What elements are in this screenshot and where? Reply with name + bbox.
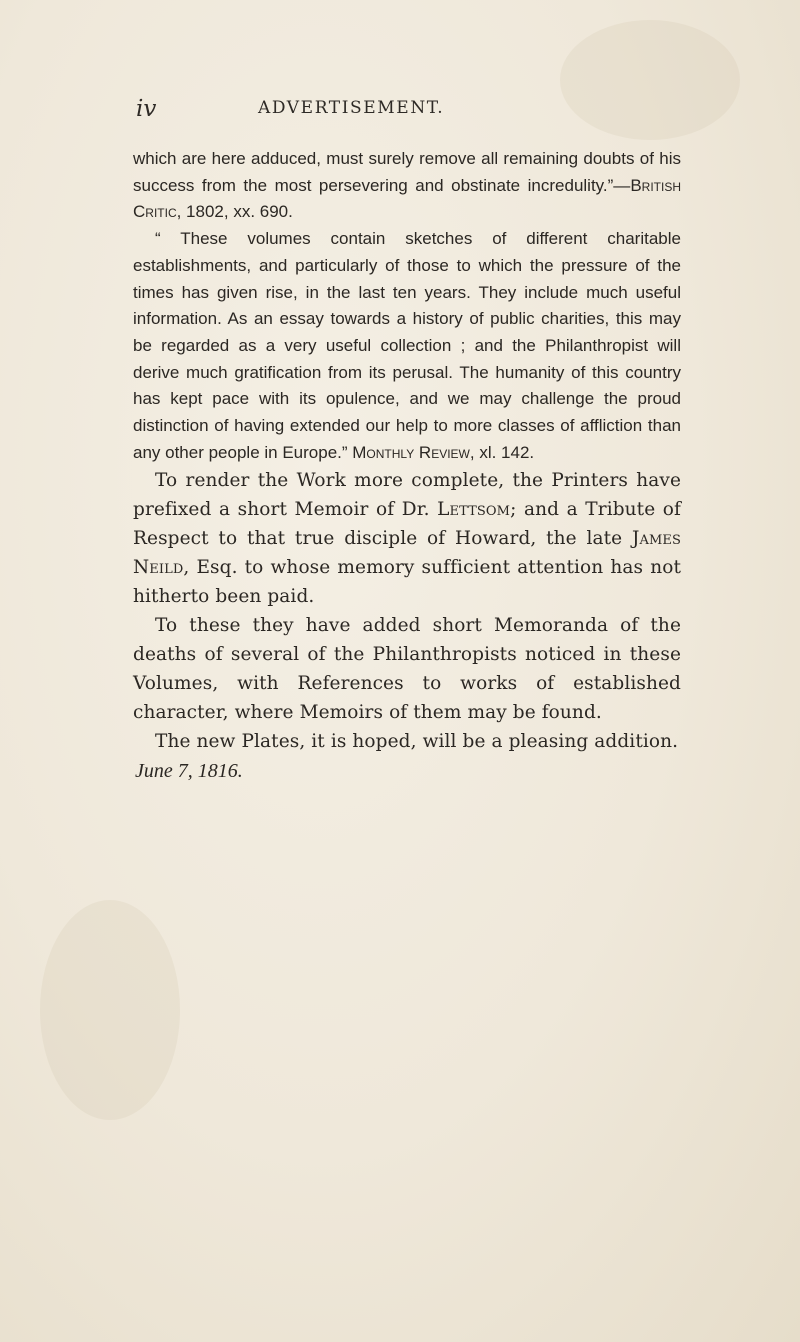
running-head: ADVERTISEMENT. (258, 98, 445, 118)
review-quote-british-critic (133, 146, 681, 226)
paragraph-plates (133, 727, 681, 756)
paragraph-memoranda (133, 611, 681, 727)
page-number: iv (136, 96, 157, 122)
quote-citation: , 1802, xx. 690. (176, 202, 293, 222)
quote-source: British Critic (133, 175, 681, 222)
paragraph-text: , Esq. to whose memory sufficient attention has not hitherto been paid. (133, 557, 681, 608)
review-quote-monthly-review (133, 226, 681, 466)
quote-source: Monthly Review (352, 442, 470, 462)
body-text (133, 146, 681, 783)
paragraph-text: To these they have added short Memoranda of the deaths of several of the Philanthropists noticed in these Volumes, with References to works of established character, where Memoirs of them may be found. (133, 615, 681, 724)
quote-text: “ These volumes contain sketches of different charitable establishments, and particularly of those to which the pressure of the times has given rise, in the last ten years. They include much useful information. As an essay towards a history of public charities, this may be regarded as a very useful collection ; and the Philanthropist will derive much gratification from its perusal. The humanity of this country has kept pace with its opulence, and we may challenge the proud distinction of having extended our help to more classes of affliction than any other people in Europe.” (133, 229, 681, 462)
quote-citation: , xl. 142. (469, 442, 535, 462)
paragraph-text: To render the Work more complete, the Printers have prefixed a short Memoir of Dr. (133, 470, 681, 521)
paragraph-text: The new Plates, it is hoped, will be a pleasing addition. (155, 731, 679, 753)
quote-text: which are here adduced, must surely remove all remaining doubts of his success from the most persevering and obstinate incredulity.”— (133, 149, 681, 195)
date-line: June 7, 1816. (135, 760, 243, 783)
person-name: Lettsom (437, 499, 511, 521)
paragraph-text: ; and a Tribute of Respect to that true disciple of Howard, the late (133, 499, 681, 550)
paper-stain (40, 900, 180, 1120)
paper-stain (560, 20, 740, 140)
paragraph-memoir-tribute (133, 466, 681, 611)
person-name: James Neild (133, 528, 681, 579)
